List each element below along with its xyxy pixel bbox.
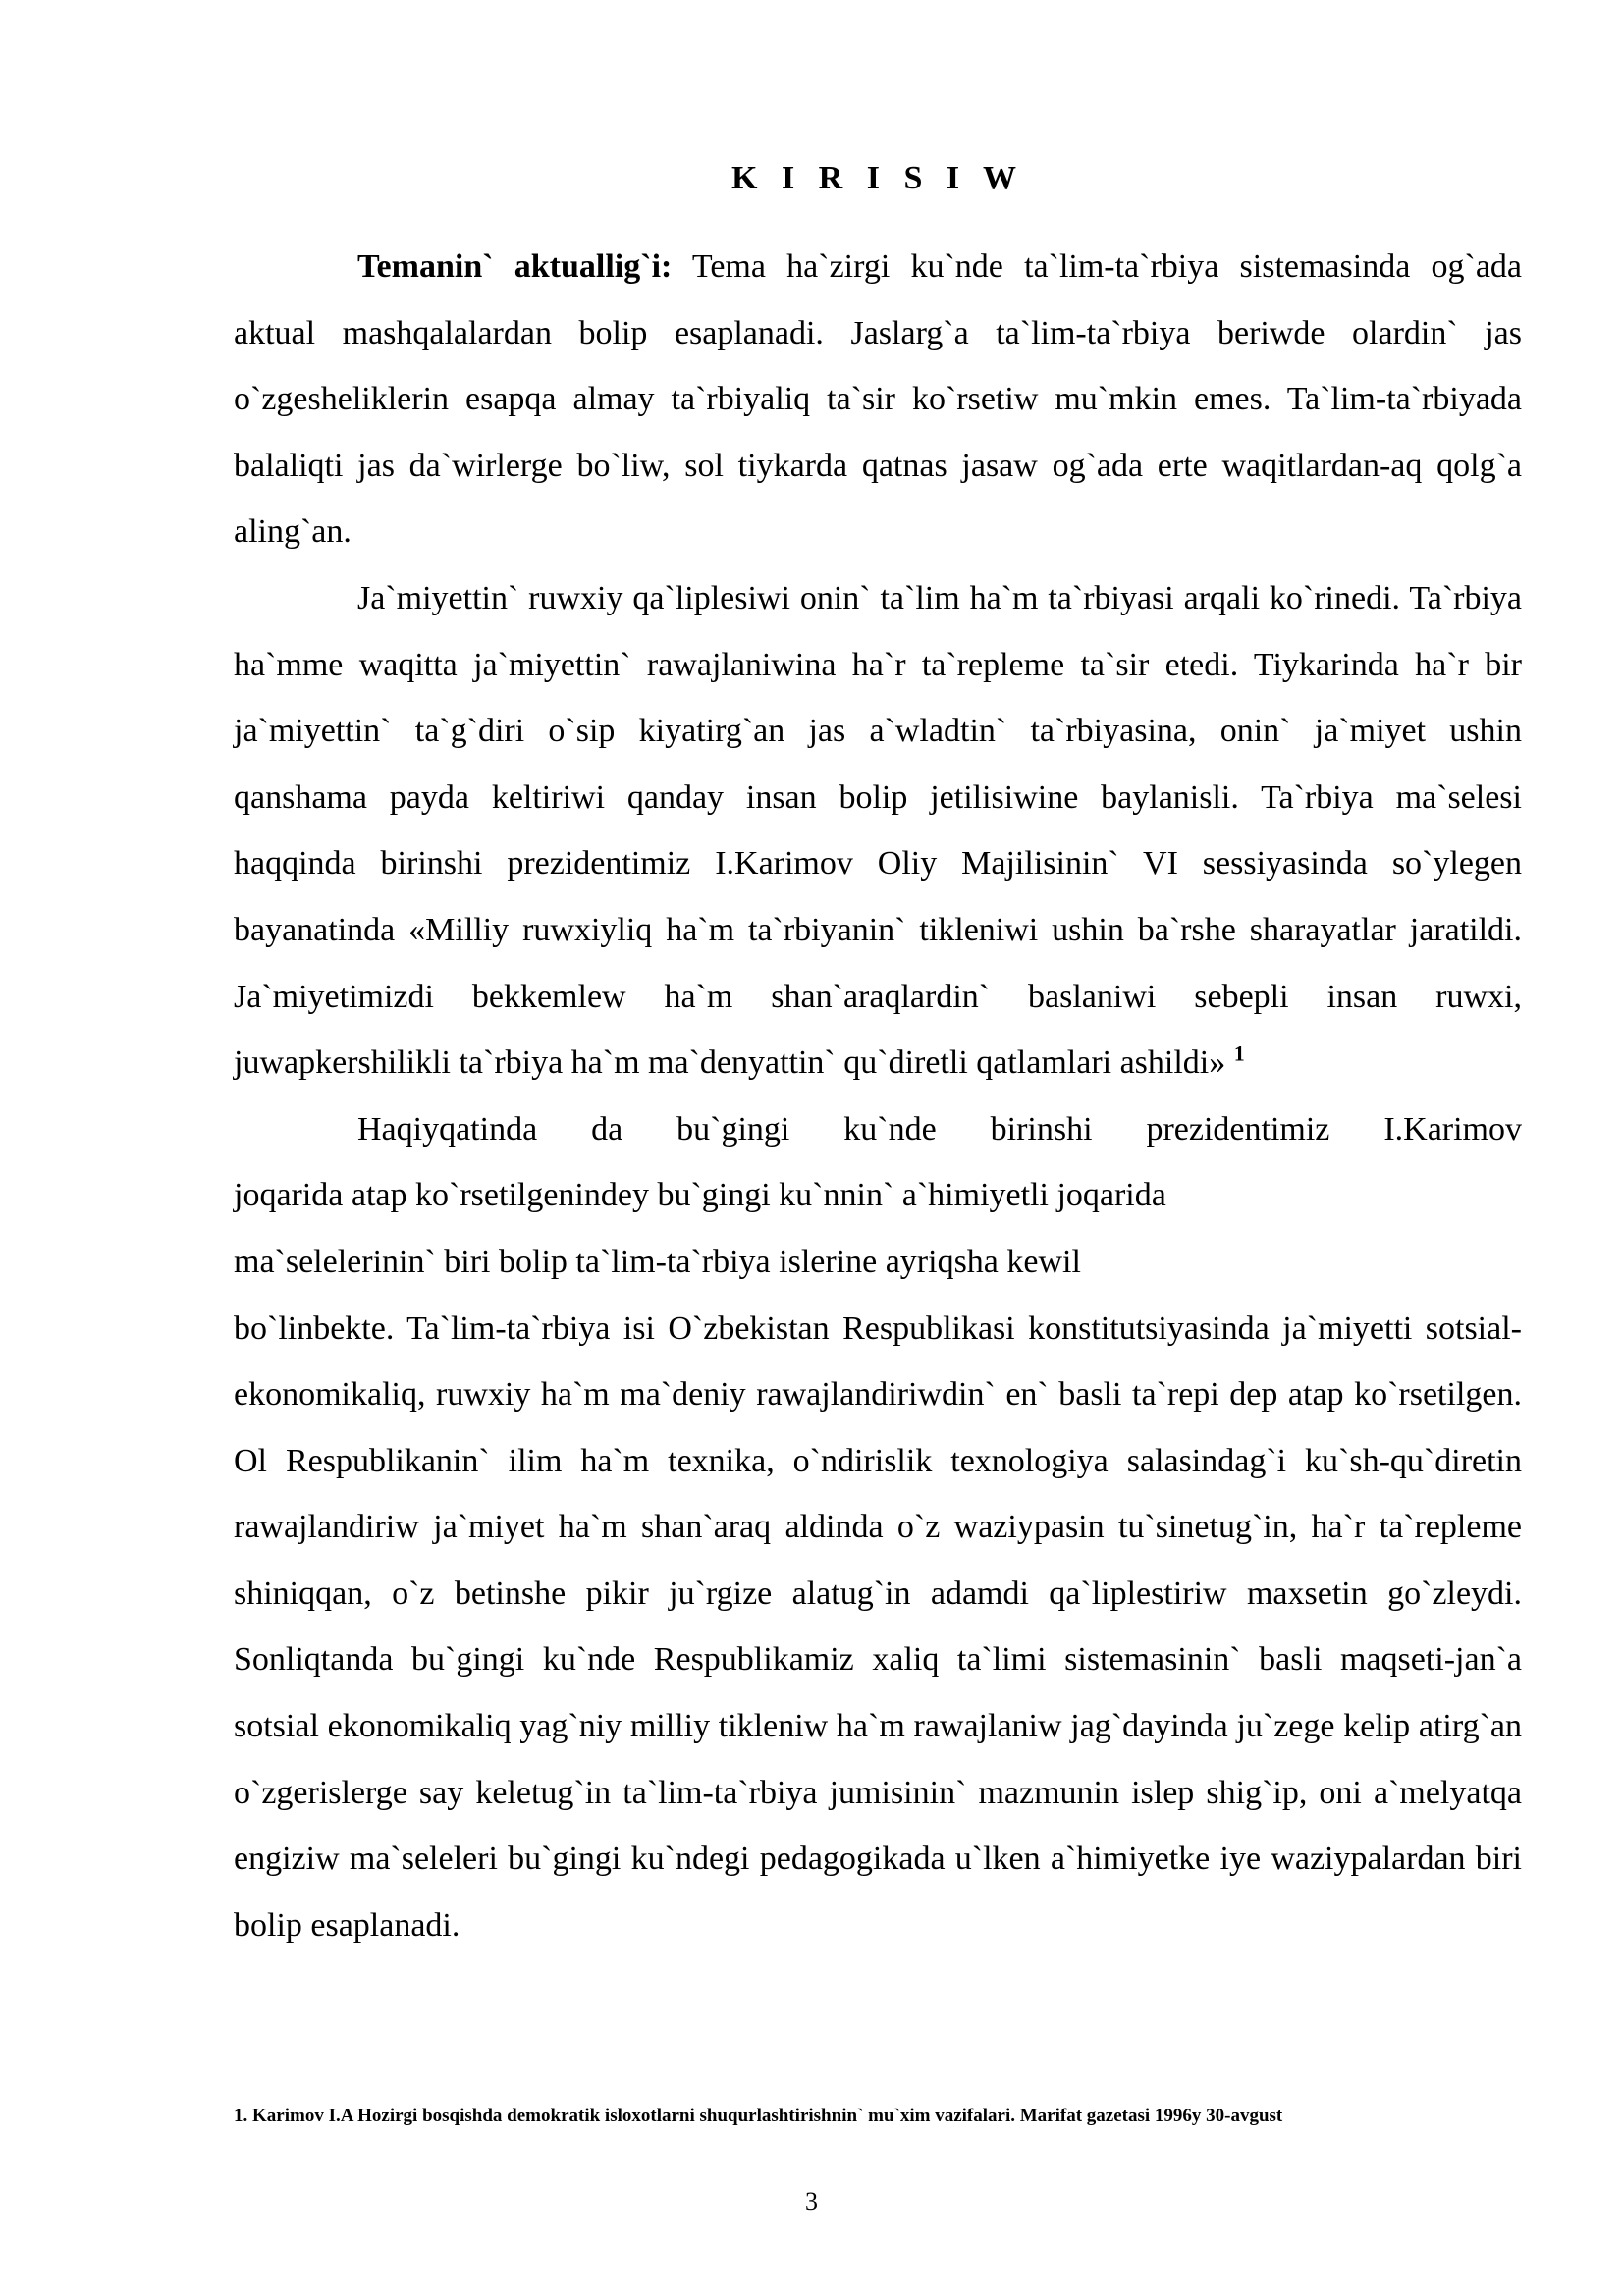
paragraph-current-tasks bbox=[234, 1096, 1522, 1959]
paragraph-text: Tema ha`zirgi ku`nde ta`lim-ta`rbiya sistemasinda og`ada aktual mashqalalardan bolip esaplanadi. Jaslarg`a ta`lim-ta`rbiya beriwde olardin` jas o`zgesheliklerin esapqa almay ta`rbiyaliq ta`sir ko`rsetiw mu`mkin emes. Ta`lim-ta`rbiyada balaliqti jas da`wirlerge bo`liw, sol tiykarda qatnas jasaw og`ada erte waqitlardan-aq qolg`a aling`an. bbox=[234, 248, 1522, 551]
document-page bbox=[234, 147, 1522, 1958]
page-title: K I R I S I W bbox=[731, 160, 1024, 196]
footnote-reference: 1 bbox=[1233, 1041, 1245, 1066]
paragraph-topic-relevance bbox=[234, 234, 1522, 565]
paragraph-line: Haqiyqatinda da bu`gingi ku`nde birinshi prezidentimiz I.Karimov bbox=[357, 1110, 1522, 1148]
paragraph-society-education bbox=[234, 565, 1522, 1096]
paragraph-lead: Temanin` aktuallig`i: bbox=[357, 248, 673, 285]
page-number: 3 bbox=[805, 2187, 818, 2216]
paragraph-text: Ja`miyettin` ruwxiy qa`liplesiwi onin` ta`lim ha`m ta`rbiyasi arqali ko`rinedi. Ta`rbiya ha`mme waqitta ja`miyettin` rawajlaniwina ha`r ta`repleme ta`sir etedi. Tiykarinda ha`r bir ja`miyettin` ta`g`diri o`sip kiyatirg`an jas a`wladtin` ta`rbiyasina, onin` ja`miyet ushin qanshama payda keltiriwi qanday insan bolip jetilisiwine baylanisli. Ta`rbiya ma`selesi haqqinda birinshi prezidentimiz I.Karimov Oliy Majilisinin` VI sessiyasinda so`ylegen bayanatinda «Milliy ruwxiyliq ha`m ta`rbiyanin` tikleniwi ushin ba`rshe sharayatlar jaratildi. Ja`miyetimizdi bekkemlew ha`m shan`araqlardin` baslaniwi sebepli insan ruwxi, juwapkershilikli ta`rbiya ha`m ma`denyattin` qu`diretli qatlamlari ashildi» bbox=[234, 579, 1522, 1082]
footnote: 1. Karimov I.A Hozirgi bosqishda demokratik isloxotlarni shuqurlashtirishnin` mu`xim vazifalari. Marifat gazetasi 1996y 30-avgust bbox=[234, 2106, 1283, 2126]
paragraph-line: ma`selelerinin` biri bolip ta`lim-ta`rbiya islerine ayriqsha kewil bbox=[234, 1243, 1081, 1280]
paragraph-line: joqarida atap ko`rsetilgenindey bu`gingi ku`nnin` a`himiyetli joqarida bbox=[234, 1177, 1166, 1214]
paragraph-text: bo`linbekte. Ta`lim-ta`rbiya isi O`zbekistan Respublikasi konstitutsiyasinda ja`miyetti sotsial-ekonomikaliq, ruwxiy ha`m ma`deniy rawajlandiriwdin` en` basli ta`repi dep atap ko`rsetilgen. Ol Respublikanin` ilim ha`m texnika, o`ndirislik texnologiya salasindag`i ku`sh-qu`diretin rawajlandiriw ja`miyet ha`m shan`araq aldinda o`z waziypasin tu`sinetug`in, ha`r ta`repleme shiniqqan, o`z betinshe pikir ju`rgize alatug`in adamdi qa`liplestiriw maxsetin go`zleydi. Sonliqtanda bu`gingi ku`nde Respublikamiz xaliq ta`limi sistemasinin` basli maqseti-jan`a sotsial ekonomikaliq yag`niy milliy tikleniw ha`m rawajlaniw jag`dayinda ju`zege kelip atirg`an o`zgerislerge say keletug`in ta`lim-ta`rbiya jumisinin` mazmunin islep shig`ip, oni a`melyatqa engiziw ma`seleleri bu`gingi ku`ndegi pedagogikada u`lken a`himiyetke iye waziypalardan biri bolip esaplanadi. bbox=[234, 1309, 1522, 1944]
